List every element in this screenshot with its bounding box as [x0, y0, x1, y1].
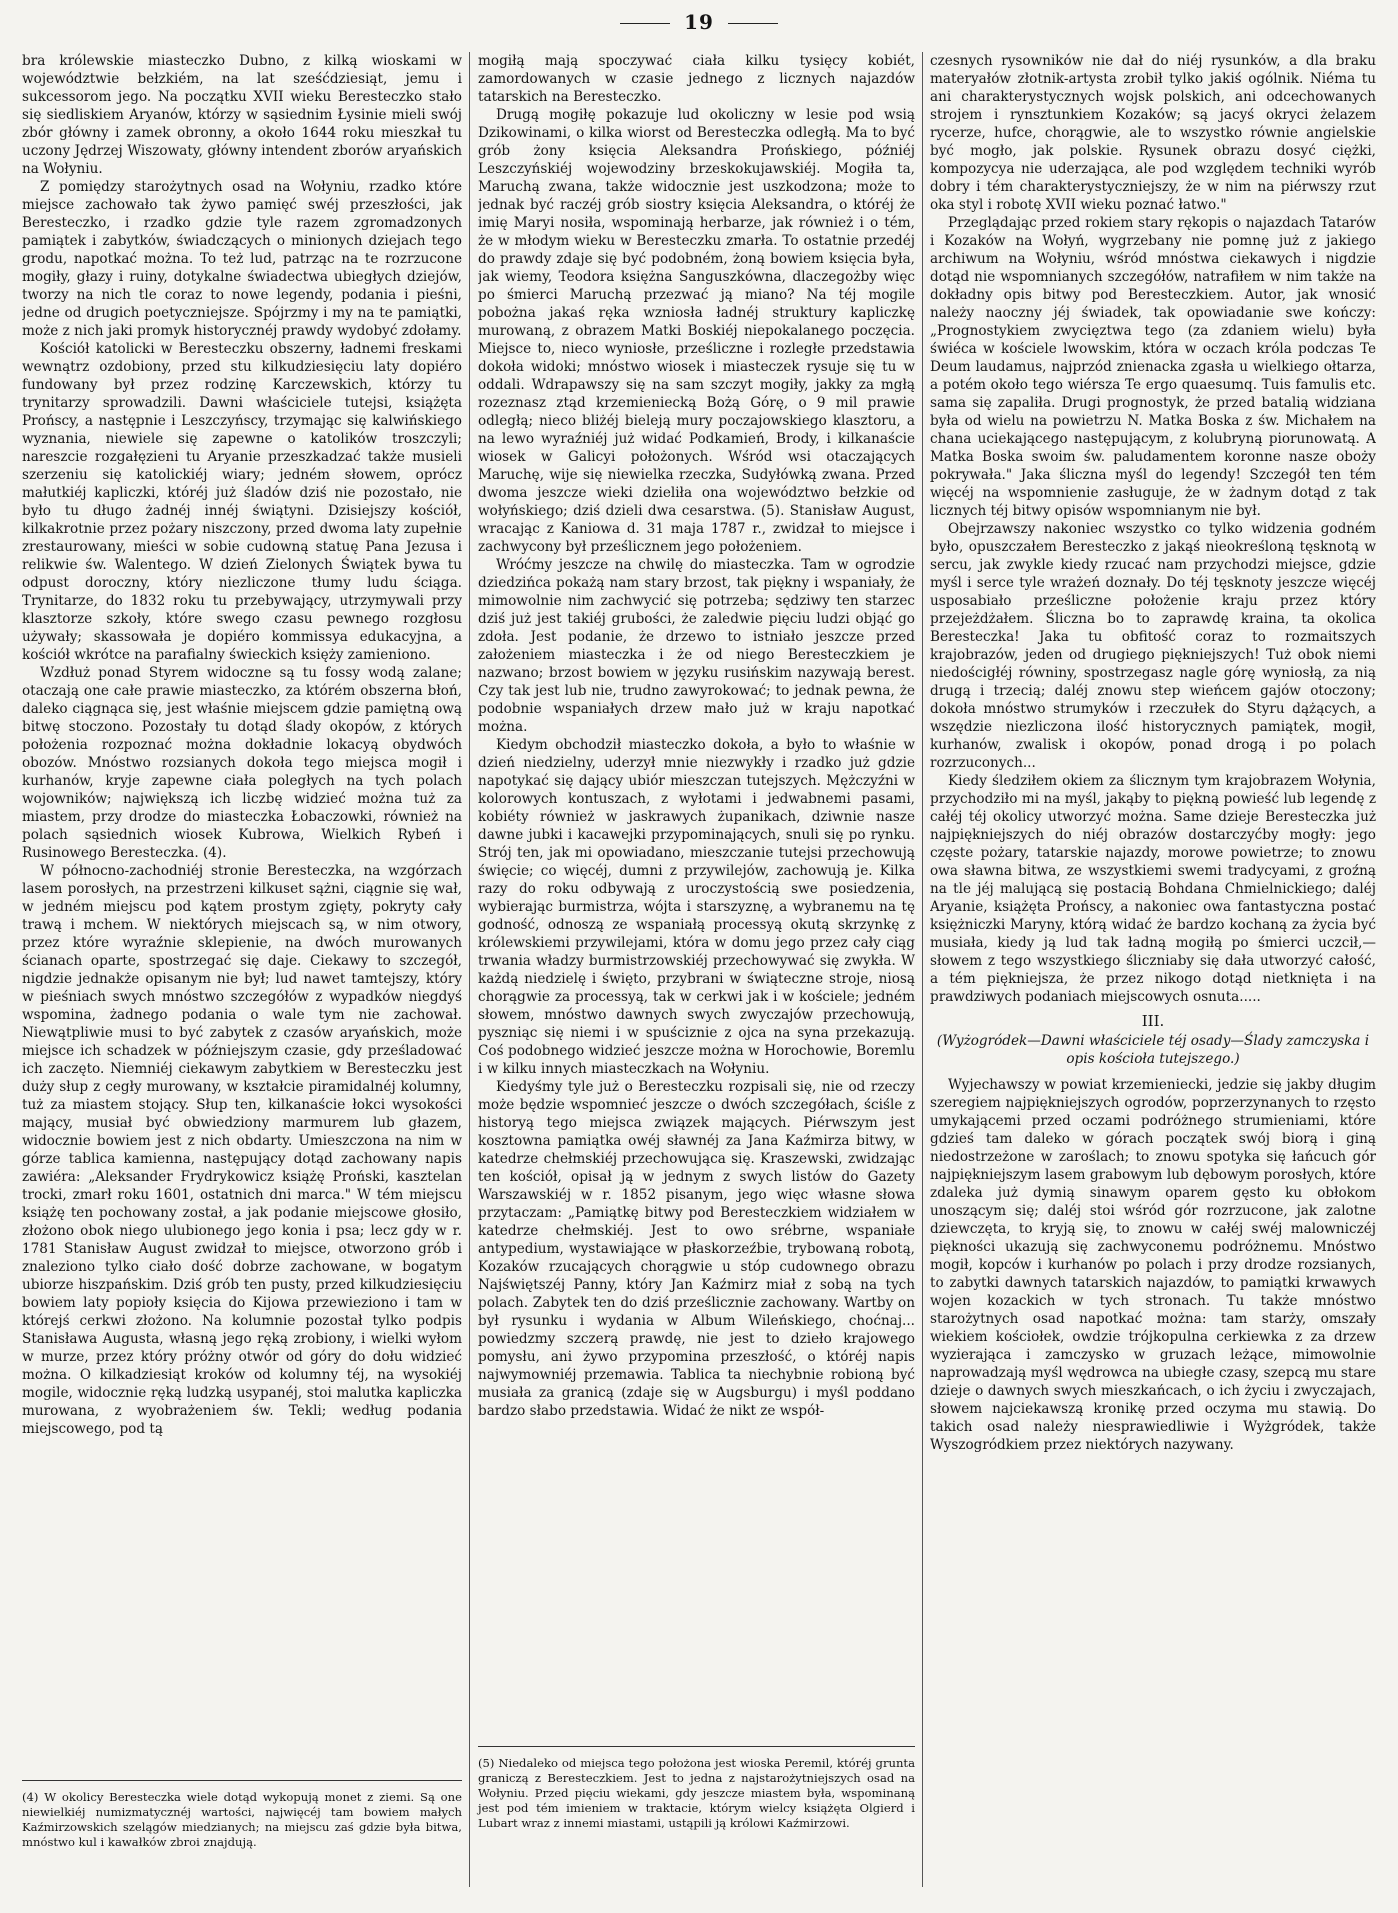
paragraph: W północno-zachodniéj stronie Beresteczka, na wzgórzach lasem porosłych, na przestrzeni kilkuset sążni, ciągnie się wał, w jedném miejscu pod kątem prostym zgięty, pokryty cały trawą i mchem. W niektórych miejscach są, w nim otwory, przez które wyraźnie sklepienie, na dwóch murowanych ścianach oparte, spostrzegać się daje. Ciekawy to szczegół, nigdzie jednakże opisanym nie był; lud nawet tamtejszy, który w pieśniach swych mnóstwo szczegółów z wypadków niegdyś wspomina, żadnego podania o wale tym nie zachował. Niewątpliwie musi to być zabytek z czasów aryańskich, może miejsce ich schadzek w późniejszym czasie, gdy prześladować ich zaczęto. Niemniéj ciekawym zabytkiem w Beresteczku jest duży słup z cegły murowany, w kształcie piramidalnéj kolumny, tuż za miastem stojący. Słup ten, kilkanaście łokci wysokości mający, musiał być obwiedziony marmurem lub głazem, widocznie bowiem jest z nich obdarty. Umieszczona na nim w górze tablica kamienna, następujący dotąd zachowany napis zawiéra: „Aleksander Frydrykowicz książę Proński, kasztelan trocki, zmarł roku 1601, ostatnich dni marca." W tém miejscu książę ten pochowany został, a jak podanie miejscowe głosiło, złożono obok niego ulubionego jego konia i psa; lecz gdy w r. 1781 Stanisław August zwidzał to miejsce, otworzono grób i znaleziono tylko ciało dość dobrze zachowane, w bogatym ubiorze hiszpańskim. Dziś grób ten pusty, przed kilkudziesięciu bowiem laty popioły księcia do Kijowa przewieziono i tam w którejś cerkwi złożono. Na kolumnie pozostał tylko podpis Stanisława Augusta, własną jego ręką zrobiony, i wielki wyłom w murze, przez który próżny otwór od góry do dołu widzieć można. O kilkadziesiąt kroków od kolumny téj, na wysokiéj mogile, widocznie ręką ludzką usypanéj, stoi malutka kapliczka murowana, z wyobrażeniem św. Tekli; według podania miejscowego, pod tą [22, 863, 462, 1437]
page-number-text: 19 [684, 10, 714, 34]
section-subtitle: (Wyżogródek—Dawni właściciele téj osady—Ślady zamczyska i opis kościoła tutejszego.) [936, 1033, 1370, 1067]
paragraph: Wyjechawszy w powiat krzemieniecki, jedzie się jakby długim szeregiem najpiękniejszych ogrodów, poprzerzynanych to rzęsto umykającemi przed oczami podróżnego strumieniami, które gdzieś tam daleko w górach początek swój biorą i giną niedostrzeżone w zaroślach; to znowu spotyka się łańcuch gór najpiękniejszym lasem grabowym lub dębowym porosłych, które zdaleka już dymią sinawym oparem gęsto ku obłokom unoszącym się; daléj stoi wśród gór rozrzucone, jak zalotne dziewczęta, to kryją się, to znowu w całéj swéj malowniczéj piękności ukazują się zachwyconemu podróżnemu. Mnóstwo mogił, kopców i kurhanów po polach i przy drodze rozsianych, to zabytki dawnych tatarskich najazdów, to pamiątki krwawych wojen kozackich w tych stronach. Tu także mnóstwo starożytnych osad napotkać można: tam starży, omszały wiekiem kościołek, owdzie trójkopulna cerkiewka z za drzew wyzierająca i zamczysko w gruzach leżące, mimowolnie naprowadzają myśl wędrowca na ubiegłe czasy, szepcą mu stare dzieje o dawnych swych mieszkańcach, o ich życiu i zwyczajach, słowem najciekawszą kronikę przed oczyma mu stawią. Do takich osad należy niesprawiedliwie i Wyżgródek, także Wyszogródkiem przez niektórych nazywany. [930, 1077, 1376, 1453]
page-number [0, 10, 1398, 34]
paragraph: bra królewskie miasteczko Dubno, z kilką wioskami w województwie bełzkiém, na lat sześćdziesiąt, jemu i sukcessorom jego. Na początku XVII wieku Beresteczko stało się siedliskiem Aryanów, którzy w sąsiednim Łysinie mieli swój zbór główny i zamek obronny, a około 1644 roku mieszkał tu uczony Jędrzej Wiszowaty, główny intendent zborów aryańskich na Wołyniu. [22, 53, 462, 177]
paragraph: czesnych rysowników nie dał do niéj rysunków, a dla braku materyałów złotnik-artysta zrobił tylko jakiś ogólnik. Niéma tu ani charakterystycznych wojsk polskich, ani odcechowanych strojem i rynsztunkiem Kozaków; są jacyś okryci żelazem rycerze, hufce, chorągwie, ale to wszystko równie angielskie być mogło, jak polskie. Rysunek obrazu dosyć ciężki, kompozycya nie uderzająca, ale pod względem techniki wyrób dobry i tém charakterystyczniejszy, że w nim na piérwszy rzut oka styl i robotę XVII wieku poznać łatwo." [930, 53, 1376, 213]
column-2 [478, 52, 915, 1742]
paragraph: Wróćmy jeszcze na chwilę do miasteczka. Tam w ogrodzie dziedzińca pokażą nam stary brzost, tak piękny i wspaniały, że mimowolnie nim zachwycić się potrzeba; sędziwy ten starzec dziś już jest takiéj grubości, że zaledwie pięciu ludzi objąć go zdoła. Jest podanie, że drzewo to istniało jeszcze przed założeniem miasteczka i że od niego Beresteczkiem je nazwano; brzost bowiem w języku rusińskim nazywają berest. Czy tak jest lub nie, trudno zawyrokować; to jednak pewna, że podobnie wspaniałych drzew mało już w kraju napotkać można. [478, 557, 915, 735]
paragraph: Kiedy śledziłem okiem za ślicznym tym krajobrazem Wołynia, przychodziło mi na myśl, jakąby to piękną powieść lub legendę z całéj téj okolicy utworzyć można. Same dzieje Beresteczka już najpiękniejszych do niéj obrazów dostarczyćby mogły: jego częste pożary, tatarskie najazdy, morowe powietrze; to znowu owa sławna bitwa, ze wszystkiemi swemi tradycyami, z groźną na tle jéj malującą się postacią Bohdana Chmielnickiego; daléj Aryanie, książęta Prońscy, a nakoniec owa fantastyczna postać księżniczki Maryny, którą widać że bardzo kochaną za życia być musiała, kiedy ją lud tak ładną mogiłą po śmierci uczcił,—słowem z tego wszystkiego śliczniaby się dała utworzyć całość, a tém piękniejsza, że przez nikogo dotąd nietknięta i na prawdziwych podaniach miejscowych osnuta..... [930, 773, 1376, 1005]
paragraph: Z pomiędzy starożytnych osad na Wołyniu, rzadko które miejsce zachowało tak żywo pamięć swéj przeszłości, jak Beresteczko, i rzadko gdzie tyle razem zgromadzonych pamiątek i zabytków, świadczących o minionych dziejach tego grodu, napotkać można. To też lud, patrząc na te rozrzucone mogiły, głazy i ruiny, dotykalne świadectwa ubiegłych dziejów, tworzy na nich tle coraz to nowe legendy, podania i pieśni, jedne od drugich poetyczniejsze. Spójrzmy i my na te pamiątki, może z nich jaki promyk historycznéj prawdy wydobyć zdołamy. [22, 179, 462, 339]
paragraph: Kiedyśmy tyle już o Beresteczku rozpisali się, nie od rzeczy może będzie wspomnieć jeszcze o dwóch szczegółach, ściśle z historyą tego miejsca związek mających. Piérwszym jest kosztowna pamiątka owéj sławnéj za Jana Kaźmirza bitwy, w katedrze chełmskiéj przechowująca się. Kraszewski, zwidzając ten kościół, opisał ją w jednym z swych listów do Gazety Warszawskiéj w r. 1852 pisanym, jego więc własne słowa przytaczam: „Pamiątkę bitwy pod Beresteczkiem widziałem w katedrze chełmskiéj. Jest to owo srébrne, wspaniałe antypedium, wystawiające w płaskorzeźbie, trybowaną robotą, Kozaków rzucających chorągwie u stóp cudownego obrazu Najświętszéj Panny, który Jan Kaźmirz miał z sobą na tych polach. Zabytek ten do dziś prześlicznie zachowany. Wartby on był rysunku i wydania w Album Wileńskiego, choćnaj... powiedzmy szczerą prawdę, nie jest to dzieło krajowego pomysłu, ani żywo przypomina przeszłość, o któréj napis najwymowniéj przemawia. Tablica ta niechybnie robioną być musiała za granicą (zdaje się w Augsburgu) i myśl poddano bardzo słabo przedstawia. Widać że nikt ze współ- [478, 1079, 915, 1419]
column-3 [930, 52, 1376, 1902]
column-divider-right [922, 52, 923, 1887]
paragraph: mogiłą mają spoczywać ciała kilku tysięcy kobiét, zamordowanych w czasie jednego z licznych najazdów tatarskich na Beresteczko. [478, 53, 915, 105]
paragraph: Wzdłuż ponad Styrem widoczne są tu fossy wodą zalane; otaczają one całe prawie miasteczko, za którém obszerna błoń, daleko ciągnąca się, jest właśnie miejscem gdzie pamiętną ową bitwę stoczono. Pozostały tu dotąd ślady okopów, z których położenia rozpoznać można dokładnie lokacyą obydwóch obozów. Mnóstwo rozsianych dokoła tego miejsca mogił i kurhanów, kryje zapewne ciała poległych na tych polach wojowników; największą ich liczbę widzieć można tuż za miastem, przy drodze do miasteczka Łobaczowki, również na polach sąsiednich wiosek Kubrowa, Wielkich Rybeń i Rusinowego Beresteczka. (4). [22, 665, 462, 861]
footnote-4: (4) W okolicy Beresteczka wiele dotąd wykopują monet z ziemi. Są one niewielkiéj numizmatycznéj wartości, najwięcéj tam bowiem małych Kaźmirzowskich szelągów miedzianych; na miejscu zaś gdzie była bitwa, mnóstwo kul i kawałków zbroi znajdują. [22, 1790, 462, 1849]
footnote-divider [478, 1746, 915, 1747]
paragraph: Przeglądając przed rokiem stary rękopis o najazdach Tatarów i Kozaków na Wołyń, wygrzebany nie pomnę już z jakiego archiwum na Wołyniu, wśród mnóstwa ciekawych i nigdzie dotąd nie wspomnianych szczegółów, natrafiłem w nim także na dokładny opis bitwy pod Beresteczkiem. Autor, jak wnosić należy naoczny jéj świadek, tak opowiadanie swe kończy: „Prognostykiem zwycięztwa tego (za zdaniem wielu) była świéca w kościele lwowskim, która w oczach króla podczas Te Deum laudamus, najprzód znienacka zgasła u wielkiego ołtarza, a potém około tego wiérsza Te ergo quaesumq. Tuis famulis etc. sama się zapaliła. Drugi prognostyk, że przed batalią widziana była od wielu na powietrzu N. Matka Boska z św. Michałem na chana uciekającego następującym, z kolubryną piorunowatą. A Matka Boska swoim św. paludamentem koronne nasze oboży pokrywała." Jaka śliczna myśl do legendy! Szczegół ten tém więcéj na wspomnienie zasługuje, że w żadnym dotąd z tak licznych téj bitwy opisów wspomnianym nie był. [930, 215, 1376, 519]
paragraph: Kiedym obchodził miasteczko dokoła, a było to właśnie w dzień niedzielny, uderzył mnie niezwykły i rzadko już gdzie napotykać się dający ubiór mieszczan tutejszych. Mężczyźni w kolorowych kontuszach, z wyłotami i jedwabnemi pasami, kobiéty również w jaskrawych żupanikach, dziwnie nasze dawne jubki i kacawejki przypominających, snuli się po rynku. Strój ten, jak mi opowiadano, mieszczanie tutejsi przechowują święcie; co więcéj, dumni z przywilejów, zachowują je. Kilka razy do roku odbywają z uroczystością swe posiedzenia, wybierając burmistrza, wójta i starszyznę, a wybranemu na tę godność, odnoszą ze wspaniałą processyą okutą skrzynkę z królewskiemi przywilejami, która w domu jego przez cały ciąg trwania władzy burmistrzowskiéj przechowywać się zwykła. W każdą niedzielę i święto, przybrani w świąteczne stroje, niosą chorągwie za processyą, tak w cerkwi jak i w kościele; jedném słowem, mnóstwo dawnych swych zwyczajów przechowują, pyszniąc się niemi i w spuściznie z ojca na syna przekazują. Coś podobnego widzieć jeszcze można w Horochowie, Boremlu i w kilku innych miasteczkach na Wołyniu. [478, 737, 915, 1077]
section-number: III. [1141, 1012, 1165, 1030]
page-number-dash-left [620, 23, 670, 24]
page-number-dash-right [728, 23, 778, 24]
footnote-divider [22, 1780, 462, 1781]
column-divider-left [469, 52, 470, 1887]
paragraph: Obejrzawszy nakoniec wszystko co tylko widzenia godném było, opuszczałem Beresteczko z jakąś nieokreśloną tęsknotą w sercu, jak zwykle kiedy rzucać nam przychodzi miejsce, gdzie myśl i serce tyle wrażeń doznały. Do téj tęsknoty jeszcze więcéj usposabiało prześliczne położenie kraju przez który przejeżdżałem. Śliczna bo to zaprawdę kraina, ta okolica Beresteczka! Jaka tu obfitość coraz to rozmaitszych krajobrazów, jeden od drugiego piękniejszych! Tuż obok niemi niedościgłéj równiny, spostrzegasz nagle górę wyniosłą, za nią drugą i trzecią; daléj znowu step wieńcem gajów otoczony; dokoła mnóstwo strumyków i rzeczułek do Styru dążących, a wszędzie niezliczona ilość historycznych pamiątek, mogił, kurhanów, zwalisk i okopów, ponad drogą i po polach rozrzuconych... [930, 521, 1376, 771]
column-1 [22, 52, 462, 1777]
paragraph: Kościół katolicki w Beresteczku obszerny, ładnemi freskami wewnątrz ozdobiony, przed stu kilkudziesięciu laty dopiéro fundowany był przez rodzinę Karczewskich, którzy tu trynitarzy sprowadzili. Dawni właściciele tutejsi, książęta Prońscy, a następnie i Leszczyńscy, trzymając się kalwińskiego wyznania, niewiele się zapewne o katolików troszczyli; nareszcie rozgałęzieni tu Aryanie przeszkadzać także musieli szerzeniu się katolickiéj wiary; jedném słowem, oprócz małutkiéj kapliczki, któréj już śladów dziś nie pozostało, nie było tu długo żadnéj innéj świątyni. Dzisiejszy kościół, kilkakrotnie przez pożary niszczony, przed dwoma laty zupełnie zrestaurowany, mieści w sobie cudowną statuę Pana Jezusa i relikwie św. Walentego. W dzień Zielonych Świątek bywa tu odpust doroczny, który niezliczone tłumy ludu ściąga. Trynitarze, do 1832 roku tu przebywający, utrzymywali przy klasztorze szkoły, które swego czasu pewnego rozgłosu używały; skassowała je dopiéro kommissya edukacyjna, a kościół wkrótce na parafialny świeckich księży zamieniono. [22, 341, 462, 663]
footnote-5: (5) Niedaleko od miejsca tego położona jest wioska Peremil, któréj grunta graniczą z Beresteczkiem. Jest to jedna z najstarożytniejszych osad na Wołyniu. Przed pięciu wiekami, gdy jeszcze miastem była, wspominaną jest pod tém imieniem w traktacie, którym wielcy książęta Olgierd i Lubart wraz z innemi miastami, ustąpili ją królowi Kaźmirzowi. [478, 1756, 915, 1830]
paragraph: Drugą mogiłę pokazuje lud okoliczny w lesie pod wsią Dzikowinami, o kilka wiorst od Beresteczka odległą. Ma to być grób żony księcia Aleksandra Prońskiego, późniéj Leszczyńskiéj wojewodziny brzeskokujawskiéj. Mogiła ta, Maruchą zwana, także widocznie jest uszkodzona; może to jednak być raczéj grób siostry księcia Aleksandra, o któréj że imię Maryi nosiła, wspominają herbarze, jak również i o tém, że w młodym wieku w Beresteczku zmarła. To ostatnie przedéj do prawdy zdaje się być podobném, żoną bowiem księcia była, jak wiemy, Teodora księżna Sanguszkówna, dlaczegożby więc po śmierci Maruchą przezwać ją miano? Na téj mogile pobożna jakaś ręka wzniosła ładnéj struktury kapliczkę murowaną, z obrazem Matki Boskiéj niepokalanego poczęcia. Miejsce to, nieco wyniosłe, prześliczne i rozległe przedstawia dokoła widoki; mnóstwo wiosek i miasteczek rysuje się tu w oddali. Wdrapawszy się na sam szczyt mogiły, jakky za mgłą rozeznasz ztąd krzemieniecką Bożą Górę, o 9 mil prawie odległą; nieco bliżéj bieleją mury poczajowskiego klasztoru, a na lewo wyraźniéj już widać Podkamień, Brody, i kilkanaście wiosek w Galicyi położonych. Wśród wsi otaczających Maruchę, wije się niewielka rzeczka, Sudyłówką zwana. Przed dwoma jeszcze wieki dzieliła ona województwo bełzkie od wołyńskiego; dziś dzieli dwa cesarstwa. (5). Stanisław August, wracając z Kaniowa d. 31 maja 1787 r., zwidzał to miejsce i zachwycony był prześlicznem jego położeniem. [478, 107, 915, 555]
